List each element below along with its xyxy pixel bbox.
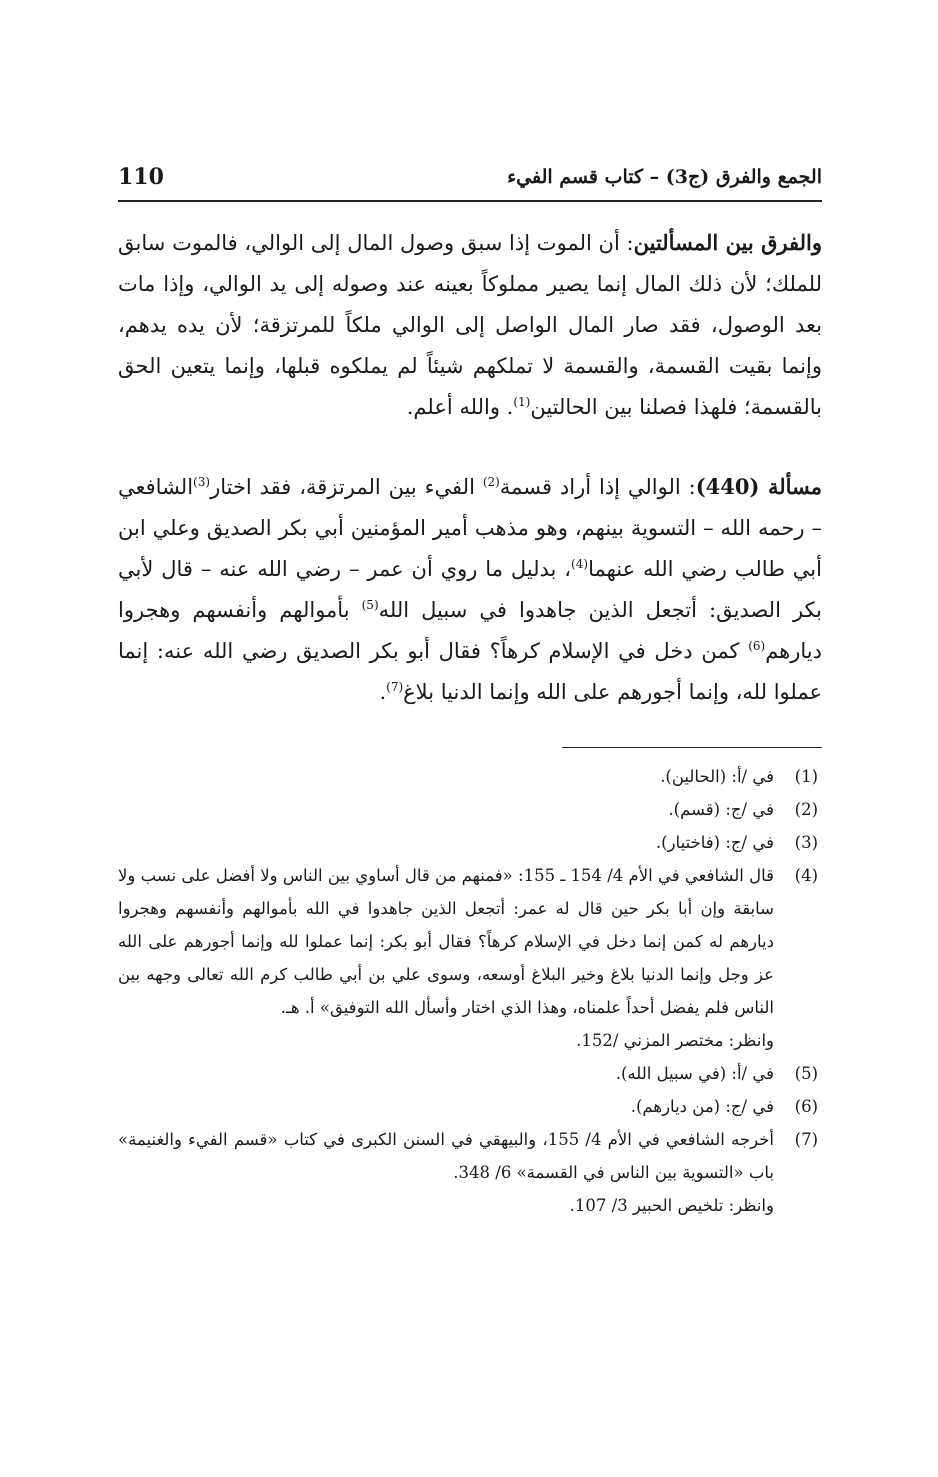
footnote-ref: (5) bbox=[361, 598, 379, 612]
footnote-see-also: وانظر: مختصر المزني /152. bbox=[576, 1031, 774, 1050]
masala-text: . bbox=[379, 680, 387, 704]
footnote-number: (3) bbox=[794, 833, 818, 852]
footnote-text: في /ج: (من ديارهم). bbox=[630, 1097, 774, 1116]
footnote bbox=[118, 1090, 822, 1123]
footnote bbox=[118, 760, 822, 793]
footnote-text: قال الشافعي في الأم 4/ 154 ـ 155: «فمنهم من قال أساوي بين الناس ولا أفضل على نسب ولا سابقة وإن أبا بكر حين قال له عمر: أتجعل الذين جاهدوا في الله بأموالهم وأنفسهم وهجروا ديارهم له كمن إنما دخل في الإسلام كرهاً؟ فقال أبو بكر: إنما عملوا لله وإنما أجورهم على الله عز وجل وإنما الدنيا بلاغ وخير البلاغ أوسعه، وسوى علي بن أبي طالب كرم الله تعالى وجهه بين الناس فلم يفضل أحداً علمناه، وهذا الذي اختار وأسأل الله التوفيق» أ. هـ. bbox=[118, 866, 774, 1017]
paragraph-difference bbox=[118, 222, 822, 428]
footnote-number: (1) bbox=[794, 767, 818, 786]
footnote-ref: (4) bbox=[571, 557, 589, 571]
footnote bbox=[118, 793, 822, 826]
footnote bbox=[118, 1123, 822, 1189]
masala-text: كمن دخل في الإسلام كرهاً؟ فقال أبو بكر الصديق رضي الله عنه: إنما عملوا لله، وإنما أجورهم على الله وإنما الدنيا بلاغ bbox=[118, 639, 822, 704]
masala-label: مسألة (440) bbox=[695, 474, 822, 499]
footnotes bbox=[118, 760, 822, 1222]
masala-text: الفيء بين المرتزقة، فقد اختار bbox=[210, 475, 483, 499]
paragraph-lead: والفرق بين المسألتين bbox=[633, 230, 822, 255]
footnote-ref: (6) bbox=[748, 639, 766, 653]
footnote-ref: (2) bbox=[482, 475, 500, 489]
footnote-ref: (3) bbox=[193, 475, 211, 489]
masala-text: بأموالهم وأنفسهم وهجروا ديارهم bbox=[118, 598, 822, 663]
footnote-text: في /ج: (فاختيار). bbox=[655, 833, 774, 852]
masala-block bbox=[118, 466, 822, 713]
footnote-number: (6) bbox=[794, 1097, 818, 1116]
footnote bbox=[118, 826, 822, 859]
footnote-divider bbox=[562, 747, 822, 748]
footnote-text: في /أ: (الحالين). bbox=[660, 767, 774, 786]
page-header bbox=[118, 160, 822, 202]
footnote-text: أخرجه الشافعي في الأم 4/ 155، والبيهقي في السنن الكبرى في كتاب «قسم الفيء والغنيمة» باب «التسوية بين الناس في القسمة» 6/ 348. bbox=[118, 1130, 775, 1182]
masala-text: : الوالي إذا أراد قسمة bbox=[499, 475, 696, 499]
footnote-ref: (7) bbox=[386, 680, 404, 694]
paragraph-text: : أن الموت إذا سبق وصول المال إلى الوالي، فالموت سابق للملك؛ لأن ذلك المال إنما يصير مملوكاً بعينه عند وصوله إلى يد الوالي، وإذا مات بعد الوصول، فقد صار المال الواصل إلى الوالي ملكاً للمرتزقة؛ لأن يده يدهم، وإنما بقيت القسمة، والقسمة لا تملكهم شيئاً لم يملكوه قبلها، وإنما يتعين الحق بالقسمة؛ فلهذا فصلنا بين الحالتين bbox=[118, 231, 822, 419]
footnote-text: في /أ: (في سبيل الله). bbox=[615, 1064, 774, 1083]
paragraph-text: . والله أعلم. bbox=[406, 395, 514, 419]
footnote-ref: (1) bbox=[513, 395, 531, 409]
footnote bbox=[118, 1057, 822, 1090]
footnote-see-also: وانظر: تلخيص الحبير 3/ 107. bbox=[569, 1196, 774, 1215]
page-number: 110 bbox=[118, 164, 164, 190]
running-title: الجمع والفرق (ج3) – كتاب قسم الفيء bbox=[507, 166, 822, 188]
footnote bbox=[118, 859, 822, 1024]
footnote-number: (7) bbox=[794, 1130, 818, 1149]
footnote-text: في /ج: (قسم). bbox=[668, 800, 774, 819]
masala-text: الشافعي – رحمه الله – التسوية بينهم، وهو مذهب أمير المؤمنين أبي بكر الصديق وعلي ابن أبي طالب رضي الله عنهما bbox=[118, 475, 822, 581]
book-page bbox=[118, 160, 822, 1222]
masala-text: ، بدليل ما روي أن عمر – رضي الله عنه – قال لأبي بكر الصديق: أتجعل الذين جاهدوا في سبيل الله bbox=[118, 557, 823, 622]
footnote-number: (2) bbox=[794, 800, 818, 819]
footnote-number: (5) bbox=[794, 1064, 818, 1083]
footnote-number: (4) bbox=[794, 866, 818, 885]
